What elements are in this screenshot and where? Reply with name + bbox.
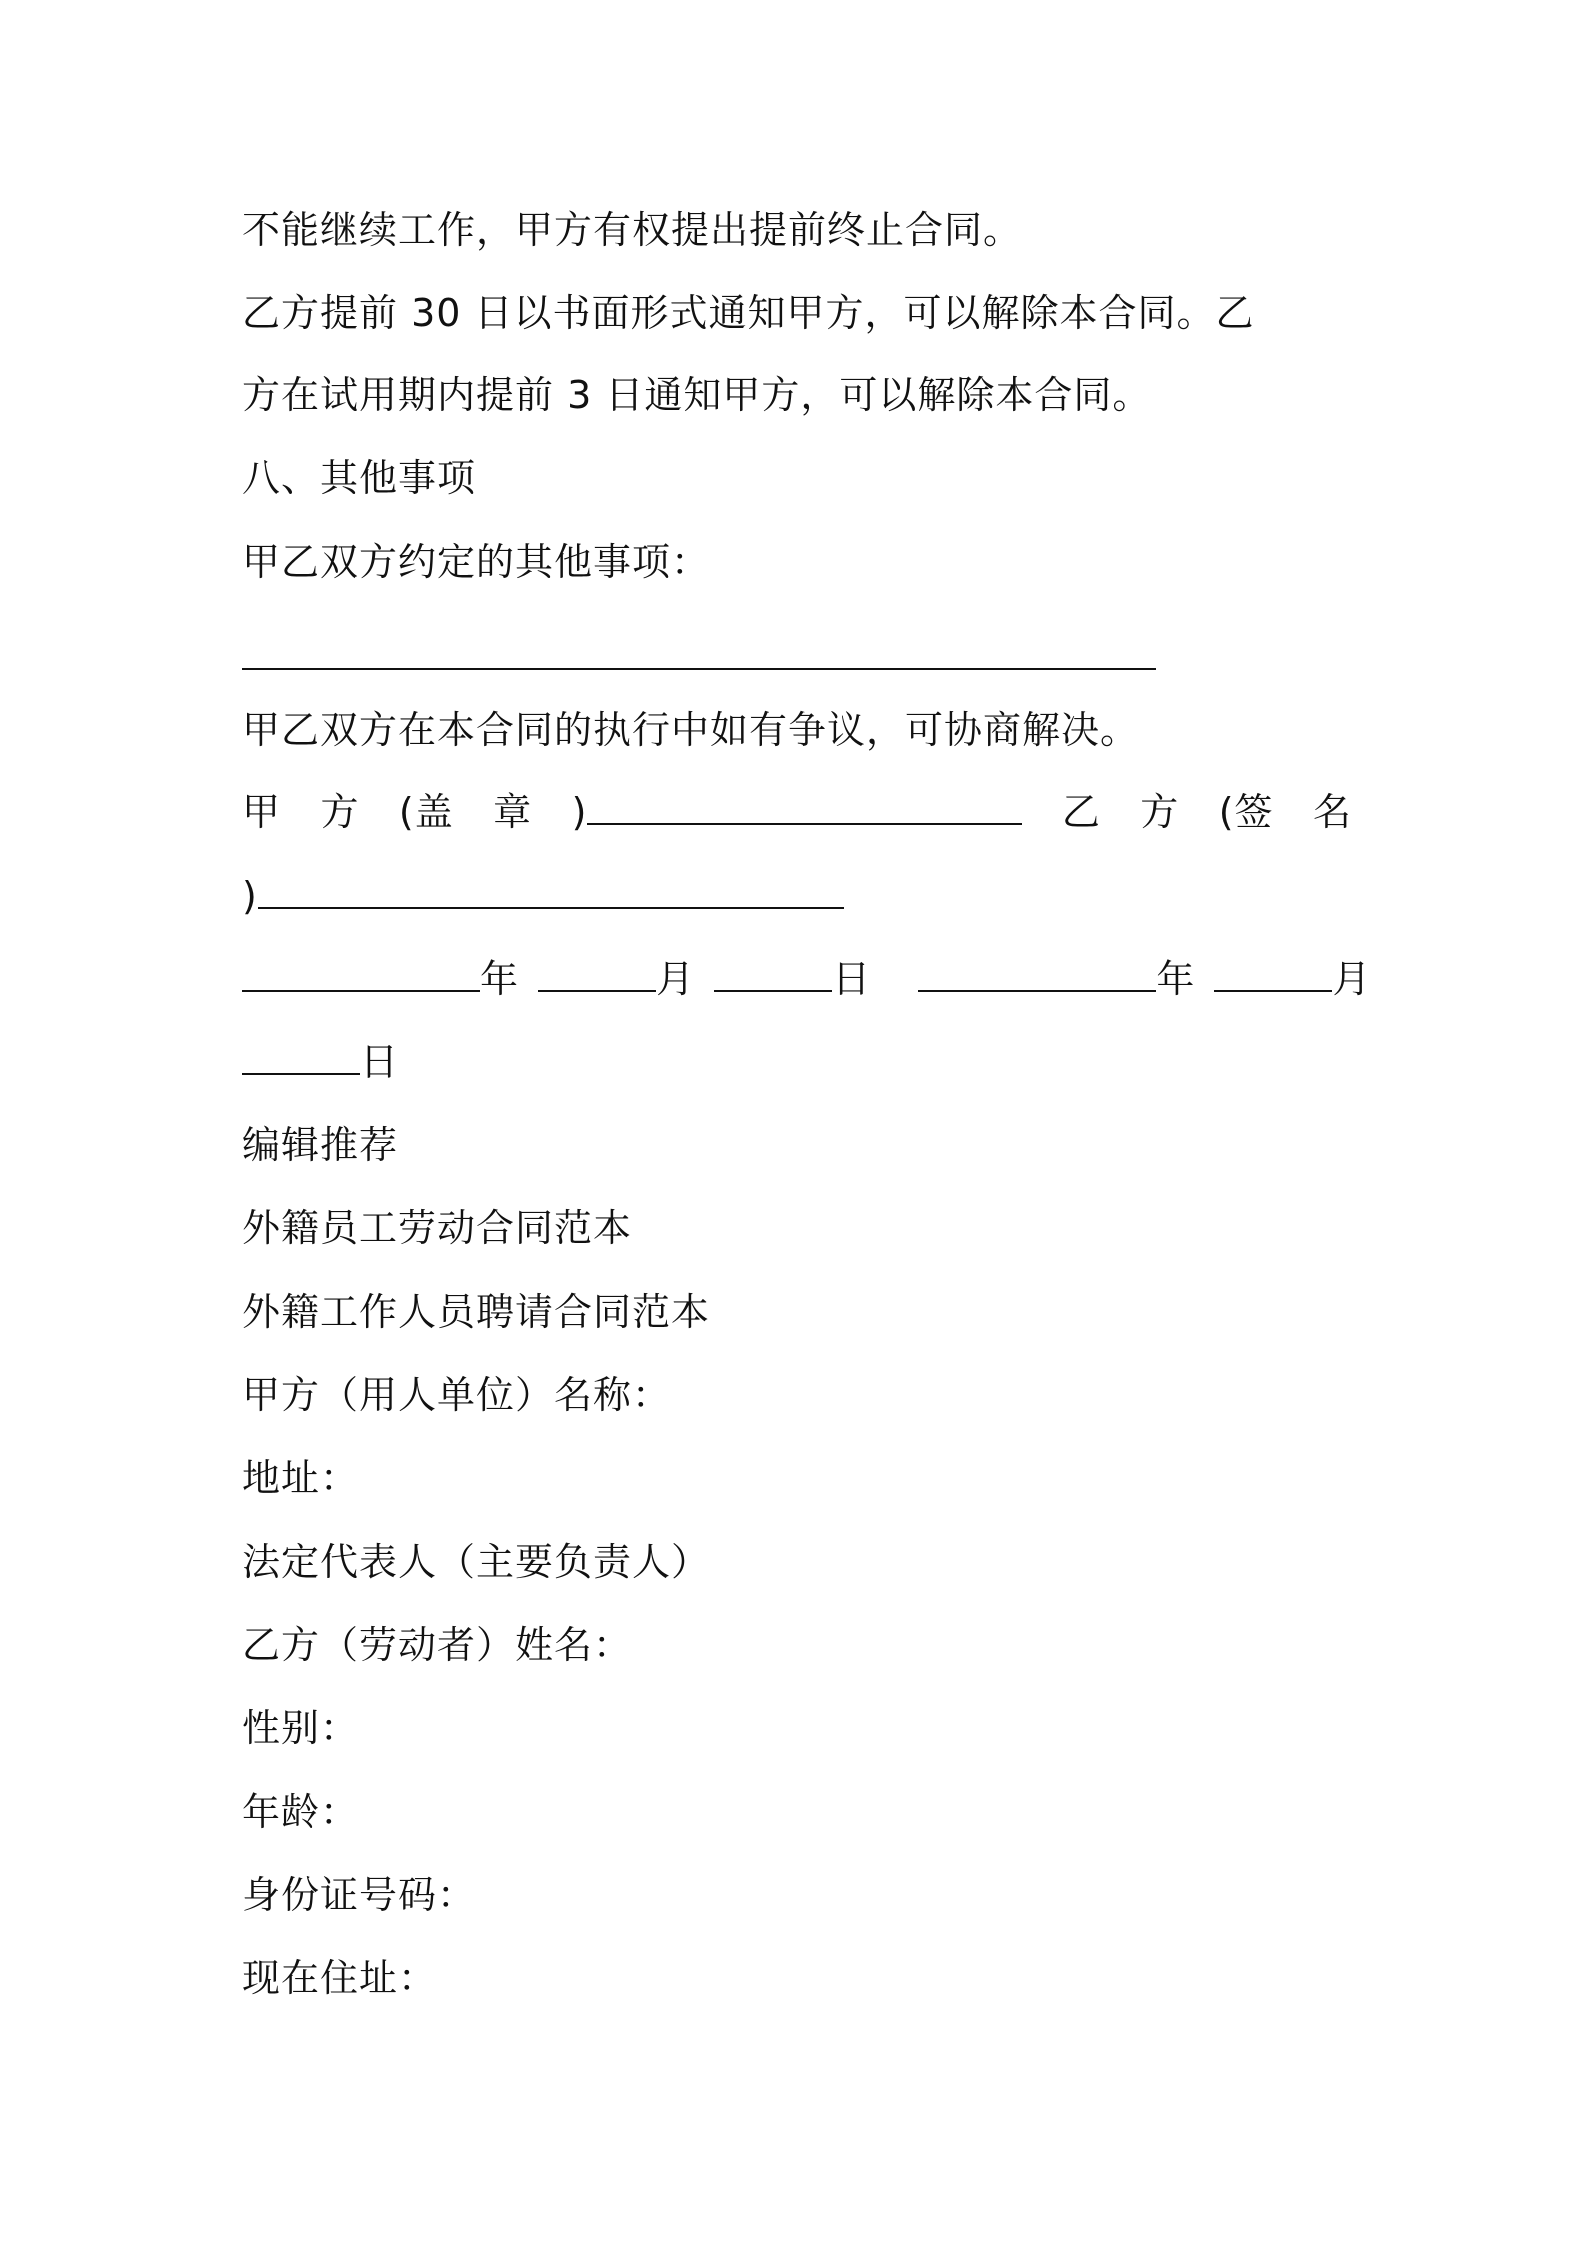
- party-b-char-3: (签: [1218, 790, 1274, 834]
- party-b-char-1: 乙: [1061, 790, 1101, 834]
- field-employer-name: 甲方（用人单位）名称：: [242, 1373, 672, 1417]
- date-a-month-blank: [538, 960, 656, 992]
- field-current-address: 现在住址：: [242, 1956, 438, 2000]
- date-b-month-blank: [1214, 960, 1332, 992]
- date-a-day-blank: [714, 960, 832, 992]
- party-b-char-4: 名: [1312, 790, 1352, 834]
- paragraph-notice-line2: 方在试用期内提前 3 日通知甲方，可以解除本合同。: [242, 373, 1152, 417]
- date-b-year-blank: [918, 960, 1156, 992]
- recommend-link-foreign-employee[interactable]: 外籍员工劳动合同范本: [242, 1206, 633, 1250]
- party-b-signature-blank: ): [242, 871, 844, 921]
- section-heading-other-matters: 八、其他事项: [242, 456, 477, 500]
- signature-row: [242, 787, 1352, 837]
- field-legal-representative: 法定代表人（主要负责人）: [242, 1540, 711, 1584]
- dispute-clause: 甲乙双方在本合同的执行中如有争议，可协商解决。: [242, 708, 1140, 752]
- other-matters-blank-line: [242, 668, 1156, 670]
- field-gender: 性别：: [242, 1706, 360, 1750]
- editor-recommend-heading: 编辑推荐: [242, 1123, 399, 1167]
- field-age: 年龄：: [242, 1790, 360, 1834]
- party-a-seal-underline: [587, 793, 1022, 825]
- paragraph-termination: 不能继续工作，甲方有权提出提前终止合同。: [242, 208, 1023, 252]
- field-id-number: 身份证号码：: [242, 1873, 477, 1917]
- recommend-link-foreign-staff[interactable]: 外籍工作人员聘请合同范本: [242, 1290, 711, 1334]
- other-matters-label: 甲乙双方约定的其他事项：: [242, 540, 711, 584]
- date-b-day-blank: [242, 1043, 360, 1075]
- party-a-char-3: (盖: [398, 790, 454, 834]
- field-employee-name: 乙方（劳动者）姓名：: [242, 1623, 633, 1667]
- party-b-signature-underline: [258, 877, 844, 909]
- date-a-year-blank: [242, 960, 480, 992]
- paragraph-notice-line1: 乙方提前 30 日以书面形式通知甲方，可以解除本合同。乙: [242, 291, 1255, 335]
- party-a-char-2: 方: [320, 790, 360, 834]
- field-address: 地址：: [242, 1456, 360, 1500]
- party-a-seal-blank: ): [572, 787, 1023, 837]
- date-b-day: 日: [242, 1037, 399, 1087]
- party-a-char-4: 章: [493, 790, 533, 834]
- party-b-char-2: 方: [1140, 790, 1180, 834]
- date-row: 年 月 日 年 月: [242, 954, 1371, 1004]
- party-a-char-1: 甲: [242, 790, 282, 834]
